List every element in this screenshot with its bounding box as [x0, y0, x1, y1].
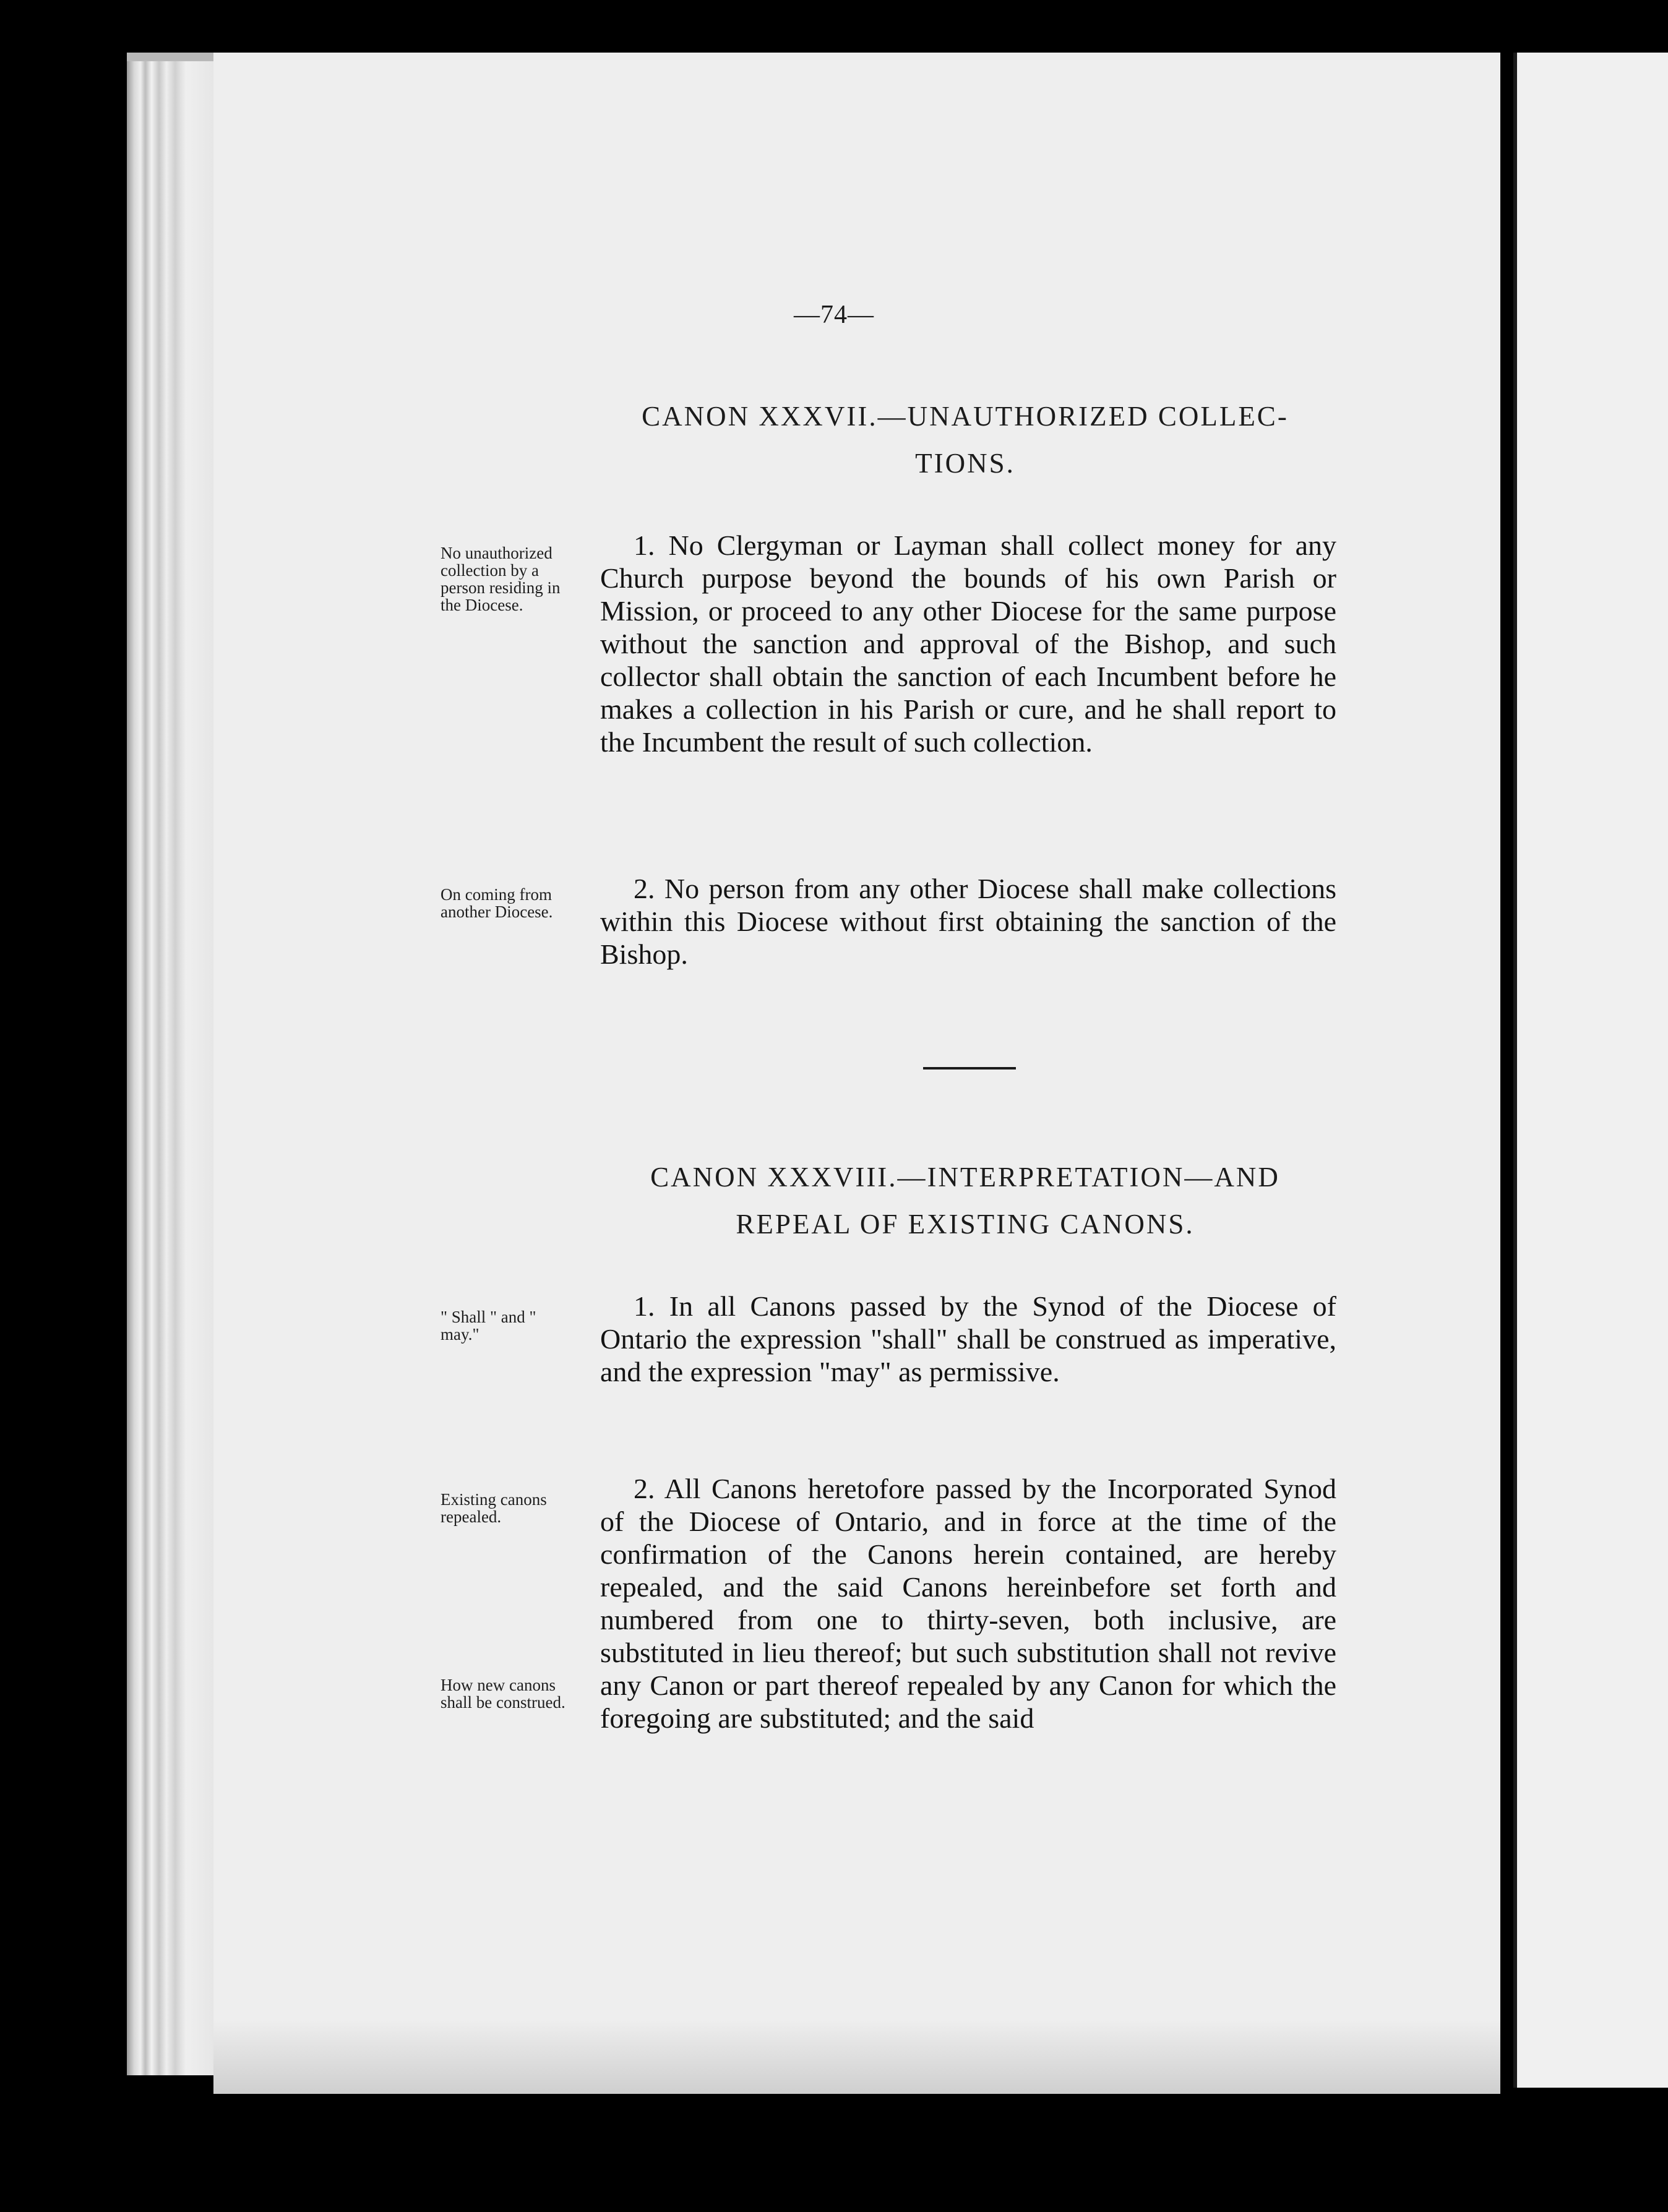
book-page-edges — [127, 53, 213, 2075]
canon-38-heading-line2: REPEAL OF EXISTING CANONS. — [736, 1209, 1195, 1240]
margin-note: No unauthorized collection by a person residing in the Diocese. — [441, 544, 561, 614]
canon-37-heading-line1: CANON XXXVII.—UNAUTHORIZED COLLEC- — [642, 401, 1289, 432]
margin-note: On coming from another Diocese. — [441, 885, 553, 921]
canon-38-section-1: 1. In all Canons passed by the Synod of the Diocese of Ontario the expression "shall" shall be construed as imperative, and the expression "may" as permissive. — [600, 1290, 1336, 1387]
book-page — [213, 53, 1500, 2094]
canon-38-section-2: 2. All Canons heretofore passed by the Incorporated Synod of the Diocese of Ontario, and in force at the time of the confirmation of the Canons herein contained, are hereby repealed, and the said Canons hereinbefore set forth and numbered from one to thirty-seven, both inclusive, are substituted in lieu thereof; but such substitution shall not revive any Canon or part thereof repealed by any Canon for which the foregoing are substituted; and the said — [600, 1473, 1336, 1734]
canon-37-section-1: 1. No Clergyman or Layman shall collect money for any Church purpose beyond the bounds of his own Parish or Mission, or proceed to any other Diocese for the same purpose without the sanction and approval of the Bishop, and such collector shall obtain the sanction of each Incumbent before he makes a collection in his Parish or cure, and he shall report to the Incumbent the result of such collection. — [600, 529, 1336, 758]
section-divider — [923, 1067, 1016, 1070]
canon-37-heading-line2: TIONS. — [915, 448, 1015, 479]
margin-note: How new canons shall be construed. — [441, 1676, 565, 1712]
canon-38-heading — [582, 1154, 1349, 1248]
margin-note: Existing canons repealed. — [441, 1490, 547, 1526]
page-number: —74— — [794, 301, 874, 329]
canon-38-heading-line1: CANON XXXVIII.—INTERPRETATION—AND — [650, 1162, 1280, 1193]
canon-37-heading — [582, 393, 1349, 487]
margin-note: " Shall " and " may." — [441, 1308, 536, 1344]
canon-37-section-2: 2. No person from any other Diocese shall make collections within this Diocese without first obtaining the sanction of the Bishop. — [600, 873, 1336, 970]
facing-page — [1517, 53, 1668, 2088]
